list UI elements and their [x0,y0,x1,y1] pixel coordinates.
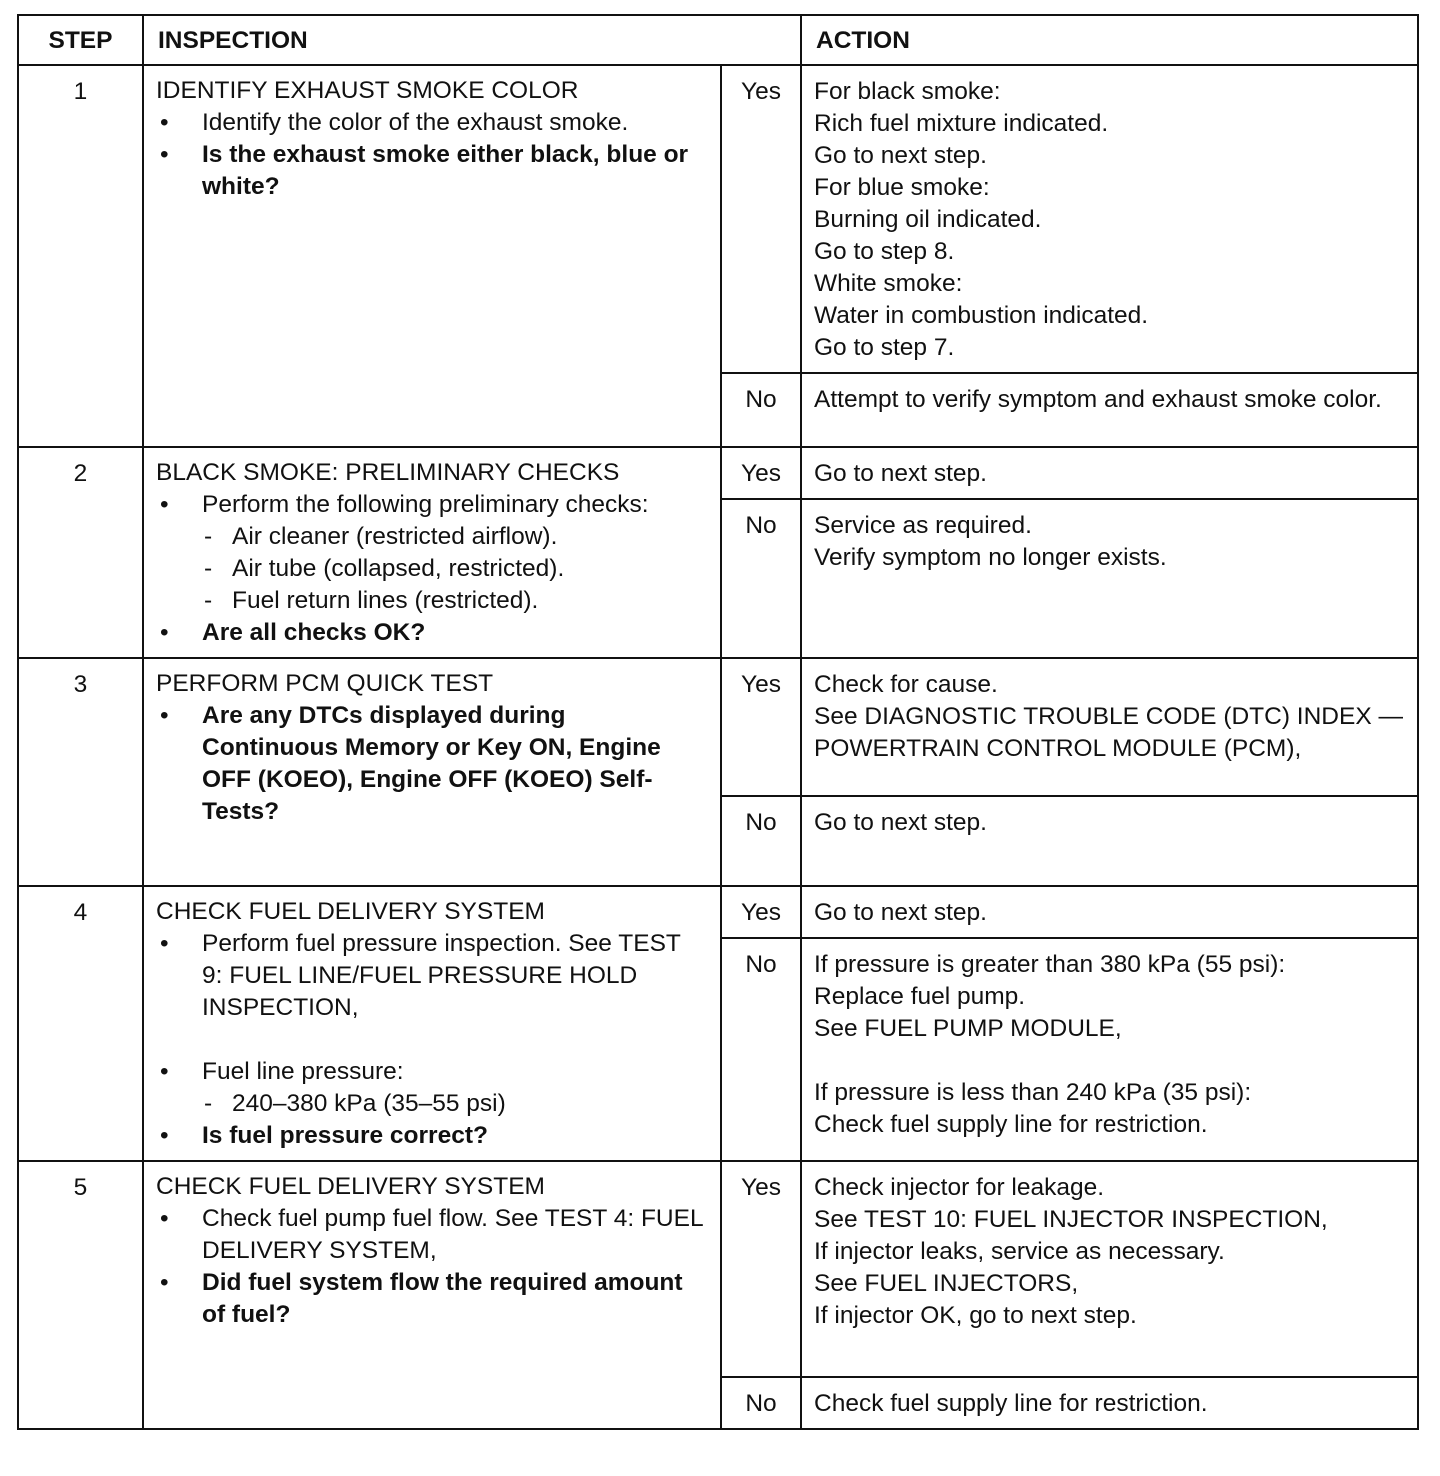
yes-action [801,447,1418,499]
step-4-yes-row [18,886,1418,938]
step-title: IDENTIFY EXHAUST SMOKE COLOR [156,77,579,104]
bullet-question: Is the exhaust smoke either black, blue or white? [202,141,689,200]
no-action [801,1377,1418,1429]
step-number: 3 [18,658,143,886]
action-line: If pressure is less than 240 kPa (35 psi): [814,1079,1252,1106]
action-line: Service as required. [814,512,1032,539]
yes-action [801,886,1418,938]
sub-item [156,553,704,585]
bullet-icon: • [160,1205,169,1232]
no-action [801,938,1418,1161]
bullet-item [156,928,704,1024]
bullet-question: Are any DTCs displayed during Continuous Memory or Key ON, Engine OFF (KOEO), Engine OFF (KOEO) Self-Tests? [202,702,661,825]
bullet-text: Fuel line pressure: [202,1058,404,1085]
yes-label: Yes [721,1161,801,1377]
action-line: Check fuel supply line for restriction. [814,1390,1208,1417]
yes-label: Yes [721,658,801,796]
action-line: For black smoke: [814,78,1001,105]
step-inspection [143,65,721,447]
bullet-icon: • [160,619,169,646]
action-line: Go to next step. [814,142,987,169]
action-header: ACTION [801,15,1418,65]
bullet-question: Are all checks OK? [202,619,426,646]
step-title: PERFORM PCM QUICK TEST [156,670,494,697]
sub-item-text: Air cleaner (restricted airflow). [232,523,558,550]
step-inspection [143,658,721,886]
step-1-yes-row [18,65,1418,373]
action-line: If pressure is greater than 380 kPa (55 psi): [814,951,1286,978]
yes-action [801,1161,1418,1377]
bullet-item [156,1056,704,1088]
action-line: Go to next step. [814,460,987,487]
action-line: Water in combustion indicated. [814,302,1149,329]
bullet-item [156,489,704,521]
step-2-yes-row [18,447,1418,499]
bullet-item [156,107,704,139]
sub-item-text: 240–380 kPa (35–55 psi) [232,1090,506,1117]
step-inspection [143,1161,721,1429]
action-line: See FUEL PUMP MODULE, [814,1015,1122,1042]
action-line: If injector OK, go to next step. [814,1302,1137,1329]
bullet-icon: • [160,141,169,168]
bullet-text: Identify the color of the exhaust smoke. [202,109,629,136]
dash-icon: - [204,587,213,614]
bullet-text: Check fuel pump fuel flow. See TEST 4: FUEL DELIVERY SYSTEM, [202,1205,703,1264]
action-line: Check for cause. [814,671,998,698]
action-line: See TEST 10: FUEL INJECTOR INSPECTION, [814,1206,1328,1233]
bullet-icon: • [160,930,169,957]
sub-item [156,521,704,553]
header-row [18,15,1418,65]
bullet-question: Is fuel pressure correct? [202,1122,488,1149]
dash-icon: - [204,1090,213,1117]
no-label: No [721,1377,801,1429]
bullet-item [156,617,704,649]
action-line: If injector leaks, service as necessary. [814,1238,1225,1265]
step-5-yes-row [18,1161,1418,1377]
step-title: CHECK FUEL DELIVERY SYSTEM [156,898,545,925]
step-3-yes-row [18,658,1418,796]
no-label: No [721,938,801,1161]
yes-label: Yes [721,886,801,938]
sub-item [156,1088,704,1120]
action-line: Go to next step. [814,899,987,926]
action-line: Rich fuel mixture indicated. [814,110,1109,137]
bullet-icon: • [160,702,169,729]
step-number: 2 [18,447,143,658]
step-number: 5 [18,1161,143,1429]
diagnostic-table [17,14,1419,1430]
bullet-icon: • [160,109,169,136]
action-line: Check injector for leakage. [814,1174,1105,1201]
yes-label: Yes [721,65,801,373]
action-line: Go to step 7. [814,334,955,361]
bullet-question: Did fuel system flow the required amount of fuel? [202,1269,683,1328]
step-inspection [143,886,721,1161]
action-line: Check fuel supply line for restriction. [814,1111,1208,1138]
dash-icon: - [204,555,213,582]
action-line: Verify symptom no longer exists. [814,544,1167,571]
bullet-text: Perform the following preliminary checks: [202,491,649,518]
action-line: White smoke: [814,270,963,297]
action-line: Burning oil indicated. [814,206,1042,233]
yes-action [801,65,1418,373]
action-line: Attempt to verify symptom and exhaust smoke color. [814,386,1382,413]
action-line: Go to step 8. [814,238,955,265]
no-label: No [721,373,801,447]
bullet-text: Perform fuel pressure inspection. See TEST 9: FUEL LINE/FUEL PRESSURE HOLD INSPECTION, [202,930,681,1021]
sub-item-text: Fuel return lines (restricted). [232,587,539,614]
step-title: BLACK SMOKE: PRELIMINARY CHECKS [156,459,620,486]
bullet-icon: • [160,1269,169,1296]
bullet-item [156,1120,704,1152]
action-line: See DIAGNOSTIC TROUBLE CODE (DTC) INDEX — POWERTRAIN CONTROL MODULE (PCM), [814,703,1403,762]
action-line: Replace fuel pump. [814,983,1026,1010]
no-label: No [721,796,801,886]
step-header: STEP [18,15,143,65]
bullet-icon: • [160,1122,169,1149]
bullet-icon: • [160,491,169,518]
yes-action [801,658,1418,796]
bullet-item [156,700,704,828]
dash-icon: - [204,523,213,550]
action-line: See FUEL INJECTORS, [814,1270,1079,1297]
no-action [801,499,1418,658]
sub-item-text: Air tube (collapsed, restricted). [232,555,565,582]
step-title: CHECK FUEL DELIVERY SYSTEM [156,1173,545,1200]
step-number: 4 [18,886,143,1161]
action-line: Go to next step. [814,809,987,836]
action-line: For blue smoke: [814,174,990,201]
bullet-item [156,1203,704,1267]
no-action [801,796,1418,886]
no-action [801,373,1418,447]
step-number: 1 [18,65,143,447]
yes-label: Yes [721,447,801,499]
inspection-header: INSPECTION [143,15,801,65]
sub-item [156,585,704,617]
step-inspection [143,447,721,658]
no-label: No [721,499,801,658]
bullet-icon: • [160,1058,169,1085]
bullet-item [156,139,704,203]
bullet-item [156,1267,704,1331]
